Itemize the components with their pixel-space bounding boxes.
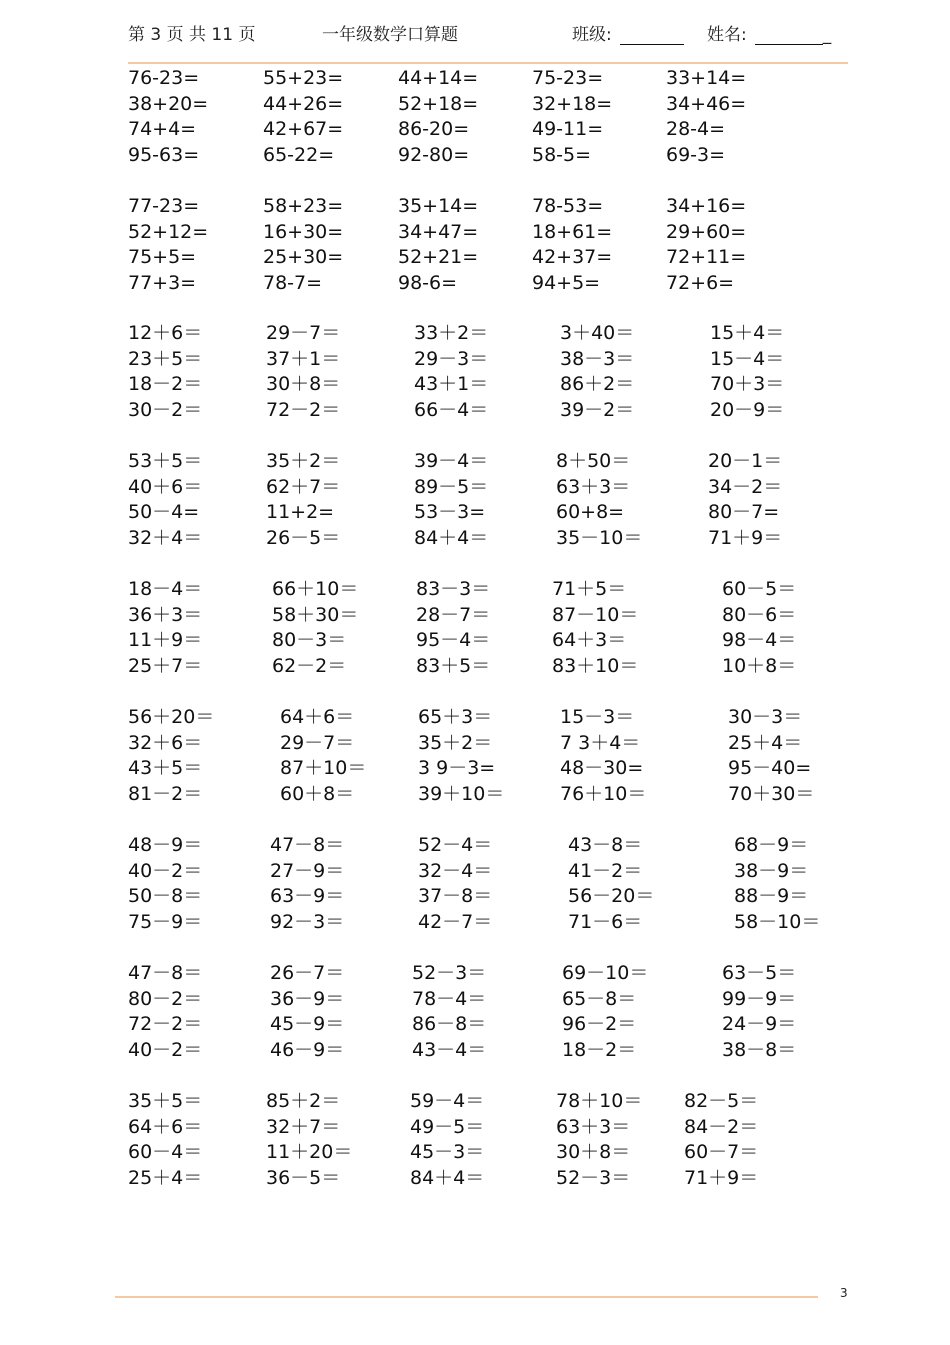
problem-row bbox=[0, 1140, 950, 1164]
arithmetic-problem: 52－3＝ bbox=[412, 962, 487, 984]
arithmetic-problem: 11＋20＝ bbox=[266, 1141, 353, 1164]
arithmetic-problem: 65－8＝ bbox=[562, 987, 637, 1010]
arithmetic-problem: 34－2＝ bbox=[708, 475, 783, 498]
arithmetic-problem: 43＋5＝ bbox=[128, 757, 203, 780]
arithmetic-problem: 86－8＝ bbox=[412, 1013, 487, 1036]
problem-row bbox=[0, 500, 950, 524]
arithmetic-problem: 56－20＝ bbox=[568, 885, 655, 908]
page-info: 第 3 页 共 11 页 bbox=[128, 25, 256, 45]
arithmetic-problem: 58+23= bbox=[263, 195, 344, 217]
arithmetic-problem: 47－8＝ bbox=[128, 962, 203, 984]
arithmetic-problem: 60－4＝ bbox=[128, 1141, 203, 1164]
problem-row bbox=[0, 1115, 950, 1139]
arithmetic-problem: 77+3= bbox=[128, 272, 197, 295]
arithmetic-problem: 52+21= bbox=[398, 246, 479, 269]
arithmetic-problem: 80－2＝ bbox=[128, 987, 203, 1010]
arithmetic-problem: 44+14= bbox=[398, 67, 479, 89]
arithmetic-problem: 60－7＝ bbox=[684, 1141, 759, 1164]
arithmetic-problem: 94+5= bbox=[532, 272, 601, 295]
problem-row bbox=[0, 859, 950, 883]
arithmetic-problem: 28-4= bbox=[666, 118, 726, 141]
arithmetic-problem: 95-63= bbox=[128, 144, 200, 167]
problem-row bbox=[0, 449, 950, 473]
problem-row bbox=[0, 731, 950, 755]
arithmetic-problem: 35+14= bbox=[398, 195, 479, 217]
arithmetic-problem: 83＋5＝ bbox=[416, 655, 491, 678]
arithmetic-problem: 98－4＝ bbox=[722, 629, 797, 652]
arithmetic-problem: 29+60= bbox=[666, 220, 747, 243]
arithmetic-problem: 23＋5＝ bbox=[128, 347, 203, 370]
arithmetic-problem: 52－3＝ bbox=[556, 1167, 631, 1190]
arithmetic-problem: 63－9＝ bbox=[270, 885, 345, 908]
arithmetic-problem: 80－6＝ bbox=[722, 603, 797, 626]
arithmetic-problem: 35＋2＝ bbox=[266, 450, 341, 472]
arithmetic-problem: 75-23= bbox=[532, 67, 604, 89]
arithmetic-problem: 99－9＝ bbox=[722, 987, 797, 1010]
arithmetic-problem: 75－9＝ bbox=[128, 911, 203, 934]
arithmetic-problem: 60+8= bbox=[556, 501, 625, 524]
problem-row bbox=[0, 756, 950, 780]
problem-row bbox=[0, 398, 950, 422]
problem-row bbox=[0, 884, 950, 908]
arithmetic-problem: 78＋10＝ bbox=[556, 1090, 643, 1112]
arithmetic-problem: 43－8＝ bbox=[568, 834, 643, 856]
arithmetic-problem: 46－9＝ bbox=[270, 1039, 345, 1062]
problem-row bbox=[0, 245, 950, 269]
arithmetic-problem: 36－5＝ bbox=[266, 1167, 341, 1190]
arithmetic-problem: 27－9＝ bbox=[270, 859, 345, 882]
arithmetic-problem: 53＋5＝ bbox=[128, 450, 203, 472]
arithmetic-problem: 58－10＝ bbox=[734, 911, 821, 934]
arithmetic-problem: 62＋7＝ bbox=[266, 475, 341, 498]
arithmetic-problem: 32＋4＝ bbox=[128, 527, 203, 550]
arithmetic-problem: 44+26= bbox=[263, 92, 344, 115]
arithmetic-problem: 71－6＝ bbox=[568, 911, 643, 934]
arithmetic-problem: 30－3＝ bbox=[728, 706, 803, 728]
problem-row bbox=[0, 475, 950, 499]
page-number: 3 bbox=[840, 1286, 848, 1300]
arithmetic-problem: 24－9＝ bbox=[722, 1013, 797, 1036]
problem-row bbox=[0, 1089, 950, 1113]
class-blank bbox=[620, 26, 684, 45]
arithmetic-problem: 85＋2＝ bbox=[266, 1090, 341, 1112]
arithmetic-problem: 32+18= bbox=[532, 92, 613, 115]
arithmetic-problem: 15＋4＝ bbox=[710, 322, 785, 344]
arithmetic-problem: 75+5= bbox=[128, 246, 197, 269]
arithmetic-problem: 41－2＝ bbox=[568, 859, 643, 882]
arithmetic-problem: 26－5＝ bbox=[266, 527, 341, 550]
problem-row bbox=[0, 577, 950, 601]
arithmetic-problem: 34+46= bbox=[666, 92, 747, 115]
arithmetic-problem: 40＋6＝ bbox=[128, 475, 203, 498]
arithmetic-problem: 78-53= bbox=[532, 195, 604, 217]
arithmetic-problem: 78－4＝ bbox=[412, 987, 487, 1010]
arithmetic-problem: 63＋3＝ bbox=[556, 475, 631, 498]
arithmetic-problem: 64＋6＝ bbox=[128, 1115, 203, 1138]
arithmetic-problem: 45－3＝ bbox=[410, 1141, 485, 1164]
arithmetic-problem: 84＋4＝ bbox=[414, 527, 489, 550]
arithmetic-problem: 71＋5＝ bbox=[552, 578, 627, 600]
arithmetic-problem: 70＋30＝ bbox=[728, 783, 815, 806]
arithmetic-problem: 25＋7＝ bbox=[128, 655, 203, 678]
problem-row bbox=[0, 654, 950, 678]
arithmetic-problem: 66－4＝ bbox=[414, 399, 489, 422]
arithmetic-problem: 33＋2＝ bbox=[414, 322, 489, 344]
arithmetic-problem: 69－10＝ bbox=[562, 962, 649, 984]
arithmetic-problem: 76＋10＝ bbox=[560, 783, 647, 806]
arithmetic-problem: 37＋1＝ bbox=[266, 347, 341, 370]
arithmetic-problem: 95－4＝ bbox=[416, 629, 491, 652]
arithmetic-problem: 33+14= bbox=[666, 67, 747, 89]
arithmetic-problem: 92－3＝ bbox=[270, 911, 345, 934]
problem-row bbox=[0, 987, 950, 1011]
arithmetic-problem: 58＋30＝ bbox=[272, 603, 359, 626]
arithmetic-problem: 35＋5＝ bbox=[128, 1090, 203, 1112]
arithmetic-problem: 18+61= bbox=[532, 220, 613, 243]
arithmetic-problem: 86＋2＝ bbox=[560, 373, 635, 396]
arithmetic-problem: 12＋6＝ bbox=[128, 322, 203, 344]
class-label: 班级: bbox=[572, 25, 612, 45]
arithmetic-problem: 66＋10＝ bbox=[272, 578, 359, 600]
arithmetic-problem: 72+11= bbox=[666, 246, 747, 269]
arithmetic-problem: 8＋50＝ bbox=[556, 450, 631, 472]
arithmetic-problem: 42+67= bbox=[263, 118, 344, 141]
problem-row bbox=[0, 705, 950, 729]
arithmetic-problem: 40－2＝ bbox=[128, 1039, 203, 1062]
problem-row bbox=[0, 372, 950, 396]
arithmetic-problem: 11+2= bbox=[266, 501, 335, 524]
problem-row bbox=[0, 92, 950, 116]
arithmetic-problem: 81－2＝ bbox=[128, 783, 203, 806]
worksheet-title: 一年级数学口算题 bbox=[322, 25, 458, 45]
arithmetic-problem: 20－1＝ bbox=[708, 450, 783, 472]
arithmetic-problem: 87＋10＝ bbox=[280, 757, 367, 780]
arithmetic-problem: 34+16= bbox=[666, 195, 747, 217]
arithmetic-problem: 89－5＝ bbox=[414, 475, 489, 498]
name-label: 姓名: bbox=[707, 25, 747, 45]
arithmetic-problem: 65＋3＝ bbox=[418, 706, 493, 728]
arithmetic-problem: 52+12= bbox=[128, 220, 209, 243]
arithmetic-problem: 34+47= bbox=[398, 220, 479, 243]
arithmetic-problem: 76-23= bbox=[128, 67, 200, 89]
arithmetic-problem: 36＋3＝ bbox=[128, 603, 203, 626]
arithmetic-problem: 47－8＝ bbox=[270, 834, 345, 856]
arithmetic-problem: 65-22= bbox=[263, 144, 335, 167]
arithmetic-problem: 48－30= bbox=[560, 757, 644, 780]
arithmetic-problem: 16+30= bbox=[263, 220, 344, 243]
arithmetic-problem: 78-7= bbox=[263, 272, 323, 295]
arithmetic-problem: 52－4＝ bbox=[418, 834, 493, 856]
arithmetic-problem: 45－9＝ bbox=[270, 1013, 345, 1036]
problem-row bbox=[0, 66, 950, 90]
arithmetic-problem: 84－2＝ bbox=[684, 1115, 759, 1138]
arithmetic-problem: 32＋6＝ bbox=[128, 731, 203, 754]
problem-row bbox=[0, 628, 950, 652]
arithmetic-problem: 80－7= bbox=[708, 501, 780, 524]
arithmetic-problem: 29－7＝ bbox=[266, 322, 341, 344]
arithmetic-problem: 60＋8＝ bbox=[280, 783, 355, 806]
problem-row bbox=[0, 782, 950, 806]
arithmetic-problem: 71＋9＝ bbox=[708, 527, 783, 550]
arithmetic-problem: 40－2＝ bbox=[128, 859, 203, 882]
arithmetic-problem: 49-11= bbox=[532, 118, 604, 141]
arithmetic-problem: 38+20= bbox=[128, 92, 209, 115]
arithmetic-problem: 77-23= bbox=[128, 195, 200, 217]
arithmetic-problem: 53－3= bbox=[414, 501, 486, 524]
arithmetic-problem: 10＋8＝ bbox=[722, 655, 797, 678]
arithmetic-problem: 48－9＝ bbox=[128, 834, 203, 856]
problem-row bbox=[0, 347, 950, 371]
arithmetic-problem: 30＋8＝ bbox=[556, 1141, 631, 1164]
arithmetic-problem: 39＋10＝ bbox=[418, 783, 505, 806]
arithmetic-problem: 70＋3＝ bbox=[710, 373, 785, 396]
problem-row bbox=[0, 1038, 950, 1062]
name-field bbox=[707, 20, 831, 45]
arithmetic-problem: 69-3= bbox=[666, 144, 726, 167]
problem-row bbox=[0, 194, 950, 218]
name-blank bbox=[755, 26, 823, 45]
problem-row bbox=[0, 1166, 950, 1190]
arithmetic-problem: 64＋6＝ bbox=[280, 706, 355, 728]
problem-row bbox=[0, 910, 950, 934]
arithmetic-problem: 30＋8＝ bbox=[266, 373, 341, 396]
arithmetic-problem: 62－2＝ bbox=[272, 655, 347, 678]
arithmetic-problem: 35－10＝ bbox=[556, 527, 643, 550]
arithmetic-problem: 49－5＝ bbox=[410, 1115, 485, 1138]
arithmetic-problem: 72－2＝ bbox=[266, 399, 341, 422]
problem-row bbox=[0, 220, 950, 244]
problem-row bbox=[0, 526, 950, 550]
arithmetic-problem: 68－9＝ bbox=[734, 834, 809, 856]
problem-row bbox=[0, 1012, 950, 1036]
arithmetic-problem: 25+30= bbox=[263, 246, 344, 269]
arithmetic-problem: 84＋4＝ bbox=[410, 1167, 485, 1190]
arithmetic-problem: 7 3＋4＝ bbox=[560, 731, 641, 754]
problem-row bbox=[0, 321, 950, 345]
arithmetic-problem: 29－3＝ bbox=[414, 347, 489, 370]
arithmetic-problem: 42－7＝ bbox=[418, 911, 493, 934]
arithmetic-problem: 88－9＝ bbox=[734, 885, 809, 908]
arithmetic-problem: 18－4＝ bbox=[128, 578, 203, 600]
arithmetic-problem: 36－9＝ bbox=[270, 987, 345, 1010]
arithmetic-problem: 83－3＝ bbox=[416, 578, 491, 600]
problem-row bbox=[0, 143, 950, 167]
arithmetic-problem: 25＋4＝ bbox=[128, 1167, 203, 1190]
arithmetic-problem: 63＋3＝ bbox=[556, 1115, 631, 1138]
arithmetic-problem: 98-6= bbox=[398, 272, 458, 295]
arithmetic-problem: 18－2＝ bbox=[562, 1039, 637, 1062]
arithmetic-problem: 95－40= bbox=[728, 757, 812, 780]
arithmetic-problem: 82－5＝ bbox=[684, 1090, 759, 1112]
arithmetic-problem: 3＋40＝ bbox=[560, 322, 635, 344]
arithmetic-problem: 43＋1＝ bbox=[414, 373, 489, 396]
arithmetic-problem: 50－8＝ bbox=[128, 885, 203, 908]
arithmetic-problem: 18－2＝ bbox=[128, 373, 203, 396]
arithmetic-problem: 35＋2＝ bbox=[418, 731, 493, 754]
arithmetic-problem: 96－2＝ bbox=[562, 1013, 637, 1036]
arithmetic-problem: 25＋4＝ bbox=[728, 731, 803, 754]
arithmetic-problem: 59－4＝ bbox=[410, 1090, 485, 1112]
arithmetic-problem: 39－2＝ bbox=[560, 399, 635, 422]
arithmetic-problem: 58-5= bbox=[532, 144, 592, 167]
arithmetic-problem: 52+18= bbox=[398, 92, 479, 115]
arithmetic-problem: 29－7＝ bbox=[280, 731, 355, 754]
arithmetic-problem: 80－3＝ bbox=[272, 629, 347, 652]
arithmetic-problem: 32＋7＝ bbox=[266, 1115, 341, 1138]
problem-row bbox=[0, 833, 950, 857]
arithmetic-problem: 60－5＝ bbox=[722, 578, 797, 600]
arithmetic-problem: 32－4＝ bbox=[418, 859, 493, 882]
problem-row bbox=[0, 117, 950, 141]
arithmetic-problem: 3 9－3= bbox=[418, 757, 496, 780]
arithmetic-problem: 72+6= bbox=[666, 272, 735, 295]
class-field bbox=[572, 20, 684, 45]
arithmetic-problem: 72－2＝ bbox=[128, 1013, 203, 1036]
problem-row bbox=[0, 271, 950, 295]
arithmetic-problem: 15－4＝ bbox=[710, 347, 785, 370]
arithmetic-problem: 74+4= bbox=[128, 118, 197, 141]
arithmetic-problem: 42+37= bbox=[532, 246, 613, 269]
arithmetic-problem: 56＋20＝ bbox=[128, 706, 215, 728]
arithmetic-problem: 11＋9＝ bbox=[128, 629, 203, 652]
arithmetic-problem: 37－8＝ bbox=[418, 885, 493, 908]
header-divider bbox=[128, 62, 848, 64]
arithmetic-problem: 15－3＝ bbox=[560, 706, 635, 728]
problem-row bbox=[0, 961, 950, 985]
arithmetic-problem: 28－7＝ bbox=[416, 603, 491, 626]
arithmetic-problem: 86-20= bbox=[398, 118, 470, 141]
arithmetic-problem: 50－4= bbox=[128, 501, 200, 524]
arithmetic-problem: 26－7＝ bbox=[270, 962, 345, 984]
arithmetic-problem: 30－2＝ bbox=[128, 399, 203, 422]
footer-divider bbox=[115, 1296, 818, 1298]
arithmetic-problem: 83＋10＝ bbox=[552, 655, 639, 678]
arithmetic-problem: 87－10＝ bbox=[552, 603, 639, 626]
arithmetic-problem: 39－4＝ bbox=[414, 450, 489, 472]
arithmetic-problem: 38－3＝ bbox=[560, 347, 635, 370]
arithmetic-problem: 43－4＝ bbox=[412, 1039, 487, 1062]
arithmetic-problem: 71＋9＝ bbox=[684, 1167, 759, 1190]
arithmetic-problem: 38－8＝ bbox=[722, 1039, 797, 1062]
arithmetic-problem: 64＋3＝ bbox=[552, 629, 627, 652]
arithmetic-problem: 20－9＝ bbox=[710, 399, 785, 422]
arithmetic-problem: 92-80= bbox=[398, 144, 470, 167]
arithmetic-problem: 38－9＝ bbox=[734, 859, 809, 882]
name-blank-tail: _ bbox=[822, 25, 832, 45]
arithmetic-problem: 55+23= bbox=[263, 67, 344, 89]
problem-row bbox=[0, 603, 950, 627]
arithmetic-problem: 63－5＝ bbox=[722, 962, 797, 984]
